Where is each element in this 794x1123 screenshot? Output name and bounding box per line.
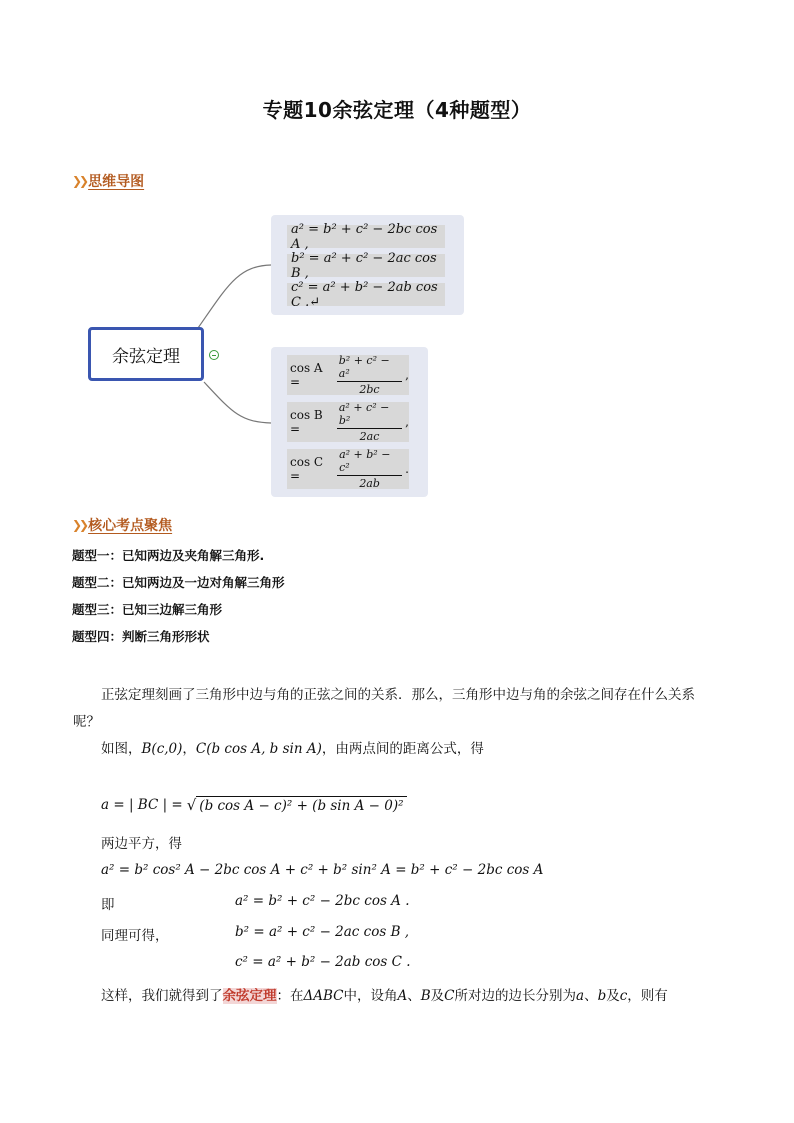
formula-row <box>287 250 445 281</box>
math-run: B <box>420 988 431 1004</box>
text-run: ，由两点间的距离公式，得 <box>321 741 484 757</box>
text-run: 、 <box>407 988 421 1004</box>
text-run: 及 <box>606 988 620 1004</box>
fraction <box>337 354 402 396</box>
text-run: ：在 <box>276 988 304 1004</box>
text-run: 、 <box>584 988 598 1004</box>
text-run: ， <box>182 741 196 757</box>
paragraph-line: 呢？ <box>73 714 100 730</box>
math-run: B(c,0) <box>141 741 183 757</box>
denominator: 2ab <box>359 477 380 490</box>
topic-item: 题型一：已知两边及夹角解三角形. <box>72 548 265 563</box>
cos-lhs: cos C = <box>290 455 324 483</box>
double-chevron-icon: ❯❯ <box>72 174 87 188</box>
root-label: 余弦定理 <box>112 346 180 367</box>
formula-text: b² = a² + c² − 2ac cos B , <box>291 250 437 281</box>
numerator: b² + c² − a² <box>337 354 402 382</box>
cos-formula-row <box>287 402 409 442</box>
paragraph-line: 两边平方，得 <box>101 836 182 852</box>
distance-formula <box>101 796 407 814</box>
math-run: C(b cos A, b sin A) <box>195 741 322 757</box>
equation: b² = a² + c² − 2ac cos B , <box>235 924 410 940</box>
paragraph-line <box>101 984 668 1004</box>
numerator: a² + c² − b² <box>337 401 402 429</box>
paragraph-line: 即 <box>101 897 115 913</box>
text-run: 如图， <box>101 741 142 757</box>
tail-mark: , <box>405 415 409 429</box>
equation: a² = b² + c² − 2bc cos A . <box>235 893 410 909</box>
highlighted-term: 余弦定理 <box>222 988 277 1004</box>
math-run: ΔABC <box>303 988 344 1004</box>
expanded-equation: a² = b² cos² A − 2bc cos A + c² + b² sin² A = b² + c² − 2bc cos A <box>101 862 544 878</box>
equation: c² = a² + b² − 2ab cos C . <box>235 954 411 970</box>
denominator: 2bc <box>359 383 380 396</box>
numerator: a² + b² − c² <box>337 448 402 476</box>
cos-lhs: cos A = <box>290 361 323 389</box>
formula-row <box>287 279 445 310</box>
cos-formula-row <box>287 449 409 489</box>
section-label: 思维导图 <box>88 174 145 190</box>
math-run: A <box>397 988 408 1004</box>
topic-item: 题型四：判断三角形形状 <box>72 629 210 644</box>
mindmap-root-node[interactable] <box>88 327 204 381</box>
paragraph-line: 同理可得， <box>101 928 169 944</box>
law-forms-panel <box>271 215 464 315</box>
math-run: a = | BC | = <box>101 797 183 813</box>
text-run: ，则有 <box>627 988 668 1004</box>
formula-row <box>287 221 445 252</box>
tail-mark: , <box>405 368 409 382</box>
math-run: c <box>619 988 628 1004</box>
cos-forms-panel <box>271 347 428 497</box>
tail-mark: . <box>405 462 409 476</box>
text-run: 中，设角 <box>343 988 398 1004</box>
section-header-core <box>72 515 172 535</box>
paragraph-line: 正弦定理刻画了三角形中边与角的正弦之间的关系．那么，三角形中边与角的余弦之间存在什么关系 <box>101 687 695 703</box>
sqrt-icon: √ <box>186 796 197 814</box>
text-run: 这样，我们就得到了 <box>101 988 223 1004</box>
section-label: 核心考点聚焦 <box>88 518 173 534</box>
denominator: 2ac <box>359 430 380 443</box>
formula-text: a² = b² + c² − 2bc cos A , <box>291 221 438 252</box>
formula-text: c² = a² + b² − 2ab cos C .↵ <box>291 279 438 310</box>
fraction <box>337 448 402 490</box>
math-run: a <box>576 988 585 1004</box>
collapse-toggle-icon[interactable] <box>209 350 219 360</box>
paragraph-line <box>101 737 484 757</box>
cos-formula-row <box>287 355 409 395</box>
cos-lhs: cos B = <box>290 408 323 436</box>
math-run: b <box>597 988 607 1004</box>
radicand: (b cos A − c)² + (b sin A − 0)² <box>196 796 406 814</box>
topic-item: 题型三：已知三边解三角形 <box>72 602 223 617</box>
math-run: C <box>444 988 455 1004</box>
text-run: 及 <box>430 988 445 1004</box>
page-title: 专题10余弦定理（4种题型） <box>262 98 532 122</box>
fraction <box>337 401 402 443</box>
text-run: 所对边的边长分别为 <box>454 988 577 1004</box>
double-chevron-icon: ❯❯ <box>72 518 87 532</box>
topic-item: 题型二：已知两边及一边对角解三角形 <box>72 575 285 590</box>
